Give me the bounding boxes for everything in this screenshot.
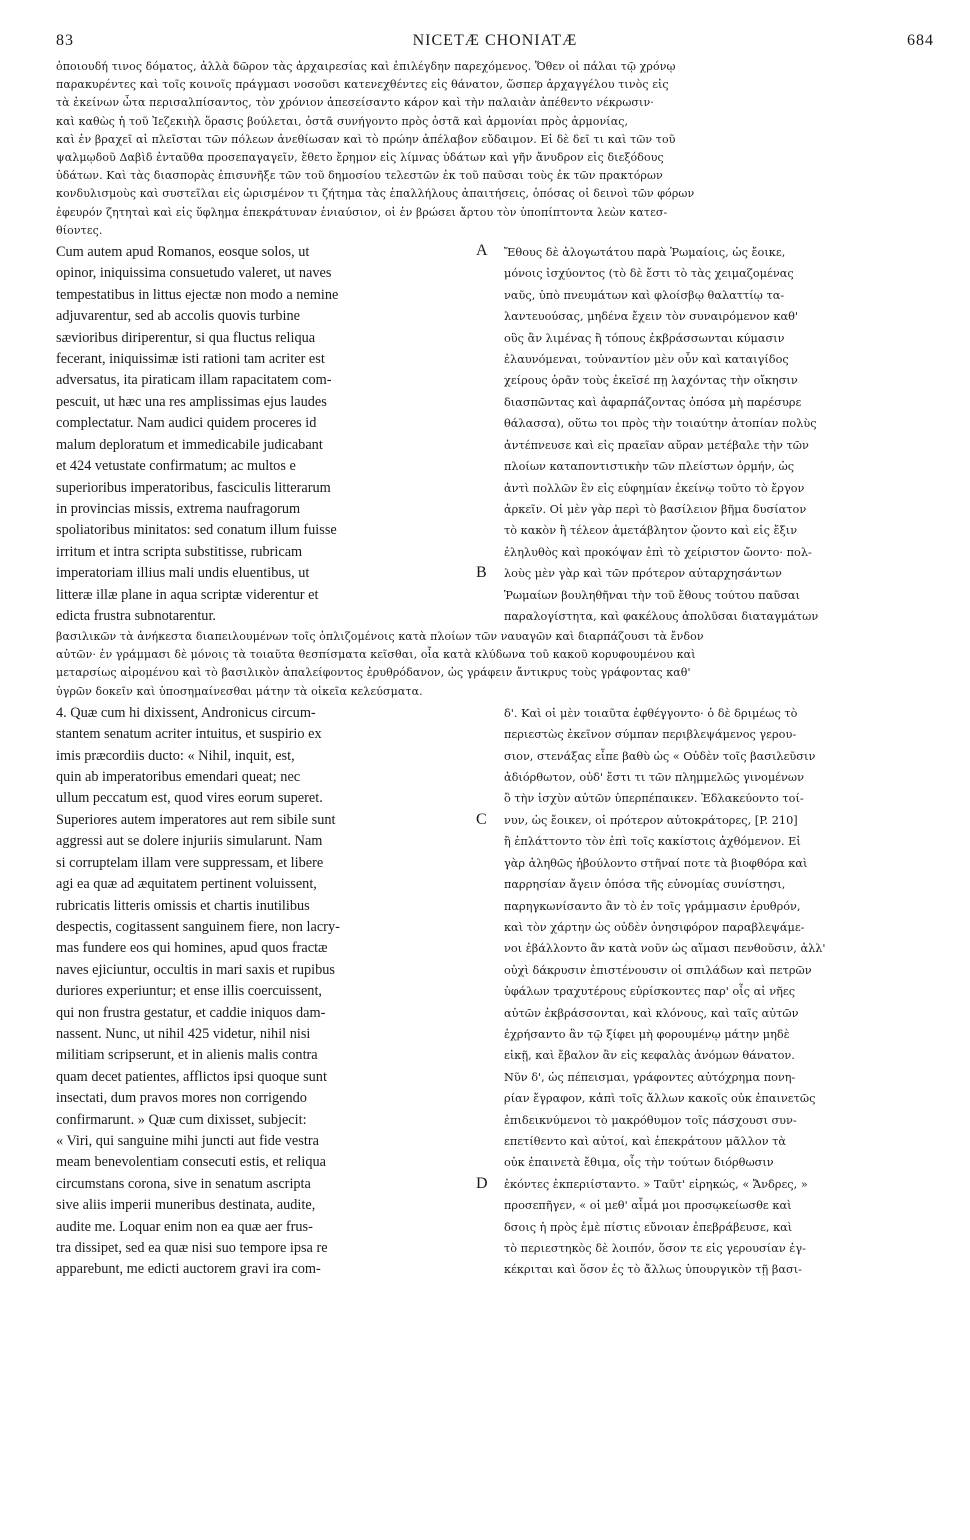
- greek-line: κονδυλισμοὺς καὶ συστεῖλαι εἰς ὡρισμένον τι ζήτημα τὰς ἐπαλλήλους ἀπαιτήσεις, ὁπόσας οἱ δεινοὶ τῶν φόρων: [56, 187, 695, 201]
- greek-line: περιεστὼς ἐκεῖνον σύμπαν περιβλεψάμενος γερου-: [504, 728, 797, 742]
- greek-line: καὶ τὸν χάρτην ὡς οὐδὲν ὀνησιφόρον παραβλεψάμε-: [504, 920, 805, 934]
- latin-column: [56, 703, 466, 1281]
- latin-line: ullum peccatum est, quod vires eorum superet.: [56, 790, 323, 807]
- greek-line: ἐλαυνόμεναι, τοὐναντίον μὲν οὖν καὶ καταιγίδος: [504, 353, 789, 367]
- latin-line: adversatus, ita piraticam illam rapacitatem com-: [56, 372, 332, 389]
- latin-line: confirmarunt. » Quæ cum dixisset, subjecit:: [56, 1111, 307, 1128]
- latin-line: 4. Quæ cum hi dixissent, Andronicus circum-: [56, 704, 316, 721]
- greek-line: θίοντες.: [56, 223, 103, 237]
- latin-line: Cum autem apud Romanos, eosque solos, ut: [56, 244, 310, 261]
- latin-line: pescuit, ut hæc una res amplissimas ejus laudes: [56, 393, 327, 410]
- latin-line: quin ab imperatoribus emendari queat; nec: [56, 769, 301, 786]
- greek-line: θάλασσα), οὕτω τοι πρὸς τὴν τοιαύτην ἀτοπίαν πολὺς: [504, 417, 817, 431]
- latin-line: complectatur. Nam audici quidem proceres id: [56, 415, 317, 432]
- greek-line: ἀρκεῖν. Οἱ μὲν γὰρ περὶ τὸ βασίλειον βῆμα δυσίατον: [504, 502, 807, 516]
- greek-line: λοὺς μὲν γὰρ καὶ τῶν πρότερον αὐταρχησάντων: [504, 567, 782, 581]
- greek-line: διασπῶντας καὶ ἀφαρπάζοντας ὁπόσα μὴ παρέσυρε: [504, 395, 802, 409]
- greek-line: γὰρ ἀληθῶς ἠβούλοντο στῆναί ποτε τὰ βιοφθόρα καὶ: [504, 856, 808, 870]
- greek-line: Ἔθους δὲ ἀλογωτάτου παρὰ Ῥωμαίοις, ὡς ἔοικε,: [504, 246, 786, 260]
- latin-line: sævioribus diriperentur, si qua fluctus reliqua: [56, 329, 316, 346]
- latin-line: quam decet patientes, afflictos ipsi quoque sunt: [56, 1068, 327, 1085]
- greek-line: πλοίων καταποντιστικὴν τῶν πλείστων ὁρμήν, ὡς: [504, 460, 795, 474]
- running-title: NICETÆ CHONIATÆ: [412, 32, 578, 49]
- latin-column: [56, 242, 466, 627]
- greek-column: [504, 703, 934, 1281]
- latin-line: nassent. Nunc, ut nihil 425 videtur, nihil nisi: [56, 1025, 311, 1042]
- latin-line: duriores experiuntur; et ense illis coercuissent,: [56, 983, 323, 1000]
- latin-line: spoliatoribus minitatos: sed conatum illum fuisse: [56, 522, 337, 539]
- margin-marker-b: B: [476, 564, 487, 582]
- latin-line: opinor, iniquissima consuetudo valeret, ut naves: [56, 265, 332, 282]
- greek-line: παρακυρέντες καὶ τοῖς κοινοῖς πράγμασι νοσοῦσι κατενεχθέντες εἰς θάνατον, ὥσπερ ἀρχαγγέλου τινὸς εἰς: [56, 78, 669, 92]
- latin-line: meam benevolentiam consecuti estis, et reliqua: [56, 1154, 326, 1171]
- latin-line: superioribus imperatoribus, fasciculis litterarum: [56, 479, 331, 496]
- greek-line: ἢ ἐπλάττοντο τὸν ἐπὶ τοῖς κακίστοις ἀχθόμενον. Εἰ: [504, 835, 801, 849]
- greek-line: καὶ ἐν βραχεῖ αἱ πλεῖσται τῶν πόλεων ἀνεθίωσαν καὶ τὸ πρώην ἀπέλαβον εὔδαιμον. Εἰ δὲ δεῖ τι καὶ τῶν τοῦ: [56, 132, 676, 146]
- greek-line: ὁποιουδή τινος δόματος, ἀλλὰ δῶρον τὰς ἀρχαιρεσίας καὶ ἐπιλέγδην παρεχόμενος. Ὅθεν οἱ πάλαι τῷ χρόνῳ: [56, 60, 676, 73]
- latin-line: imis præcordiis ducto: « Nihil, inquit, est,: [56, 747, 295, 764]
- greek-line: νοι ἐβάλλοντο ἂν κατὰ νοῦν ὡς αἵμασι πενθοῦσιν, ἀλλ': [504, 942, 826, 956]
- greek-line: οὐκ ἐπαινετὰ ἔθιμα, οἷς τὴν τούτων διόρθωσιν: [504, 1156, 774, 1170]
- greek-line: Νῦν δ', ὡς πέπεισμαι, γράφοντες αὐτόχρημα πονη-: [504, 1070, 796, 1084]
- greek-line: ἀδιόρθωτον, οὐδ' ἔστι τι τῶν πλημμελῶς γινομένων: [504, 771, 804, 785]
- latin-line: et 424 vetustate confirmatum; ac multos e: [56, 458, 296, 475]
- latin-line: « Viri, qui sanguine mihi juncti aut fide vestra: [56, 1132, 319, 1149]
- margin-marker-c: C: [476, 810, 487, 828]
- greek-line: ψαλμῳδοῦ Δαβὶδ ἐνταῦθα προσεπαγαγεῖν, ἔθετο ἔρημον εἰς λίμνας ὑδάτων καὶ γῆν ἄνυδρον εἰς διεξόδους: [56, 151, 664, 165]
- latin-line: in provincias missis, extrema naufragorum: [56, 500, 301, 517]
- greek-line: λαντευούσας, μηδένα ἔχειν τὸν συναιρόμενον καθ': [504, 310, 799, 324]
- latin-line: audite me. Loquar enim non ea quæ aer frus-: [56, 1218, 313, 1235]
- right-page-number: 684: [907, 32, 934, 49]
- latin-line: stantem senatum acriter intuitus, et suspirio ex: [56, 726, 322, 743]
- greek-mid-paragraph: [56, 628, 934, 701]
- latin-line: litteræ illæ plane in aqua scriptæ viderentur et: [56, 586, 319, 603]
- greek-line: προσεπῆγεν, « οἱ μεθ' αἷμά μοι προσῳκείωσθε καὶ: [504, 1199, 792, 1213]
- latin-line: rubricatis litteris omissis et chartis inutilibus: [56, 897, 310, 914]
- latin-line: adjuvarentur, sed ab accolis quovis turbine: [56, 308, 300, 325]
- greek-line: οὓς ἂν λιμένας ἢ τόπους ἐκβράσσωνται κύμασιν: [504, 331, 785, 345]
- left-page-number: 83: [56, 32, 74, 49]
- latin-line: fecerant, iniquissimæ isti rationi tam acriter est: [56, 351, 325, 368]
- latin-line: naves ejiciuntur, occultis in mari saxis et rupibus: [56, 961, 335, 978]
- greek-line: κέκριται καὶ ὅσον ἐς τὸ ἄλλως ὑπουργικὸν τῇ βασι-: [504, 1263, 802, 1277]
- latin-line: irritum et intra scripta substitisse, rubricam: [56, 543, 303, 560]
- latin-line: sive aliis imperii muneribus destinata, audite,: [56, 1197, 316, 1214]
- greek-line: ὃ τὴν ἰσχὺν αὐτῶν ὑπερπέπαικεν. Ἐδλακεύοντο τοί-: [504, 792, 804, 806]
- two-column-section-1: [56, 242, 934, 628]
- greek-column: [504, 242, 934, 627]
- greek-line: νυν, ὡς ἔοικεν, οἱ πρότερον αὐτοκράτορες, [P. 210]: [504, 813, 798, 827]
- greek-line: τὸ περιεστηκὸς δὲ λοιπόν, ὅσον τε εἰς γερουσίαν ἐγ-: [504, 1242, 806, 1255]
- latin-line: mas fundere eos qui homines, apud quos fractæ: [56, 940, 328, 957]
- margin-marker-a: A: [476, 242, 488, 260]
- greek-line: ἐπιδεικνύμενοι τὸ μακρόθυμον τοῖς πάσχουσι συν-: [504, 1113, 797, 1127]
- latin-line: aggressi aut se dolere injuriis simularunt. Nam: [56, 833, 323, 850]
- latin-line: qui non frustra gestatur, et caddie iniquos dam-: [56, 1004, 326, 1021]
- greek-line: ἐφευρόν ζητηταὶ καὶ εἰς ὕφλημα ἐπεκράτυναν ἐνιαύσιον, οἱ ἐν βρώσει ἄρτου τὸν ὑποπίπτοντα λεὼν κατεσ-: [56, 205, 668, 219]
- greek-line: παρηγκωνίσαντο ἂν τὸ ἐν τοῖς γράμμασιν ἐρυθρόν,: [504, 899, 801, 913]
- latin-line: agi ea quæ ad æquitatem pertinent voluissent,: [56, 876, 317, 893]
- latin-line: despectis, cogitassent sanguinem fiere, non lacry-: [56, 918, 340, 935]
- greek-line: εἰκῇ, καὶ ἔβαλον ἂν εἰς κεφαλὰς ἀνόμων θάνατον.: [504, 1049, 795, 1063]
- book-page: [56, 30, 934, 1283]
- greek-line: ἀντέπνευσε καὶ εἰς πραεῖαν αὔραν μετέβαλε τὴν τῶν: [504, 438, 809, 452]
- latin-line: imperatoriam illius mali undis eluentibus, ut: [56, 565, 310, 582]
- latin-line: circumstans corona, sive in senatum ascripta: [56, 1175, 311, 1192]
- greek-line: αὐτῶν ἐκβράσσονται, καὶ κλόνους, καὶ ταῖς αὐτῶν: [504, 1006, 799, 1020]
- greek-line: επετίθεντο καὶ αὐτοί, καὶ ἐπεκράτουν μᾶλλον τὰ: [504, 1134, 787, 1148]
- greek-line: Ῥωμαίων βουληθῆναι τὴν τοῦ ἔθους τούτου παῦσαι: [504, 588, 800, 602]
- latin-line: malum deploratum et immedicabile judicabant: [56, 436, 323, 453]
- greek-line: παρρησίαν ἄγειν ὁπόσα τῆς εὐνομίας συνίστησι,: [504, 878, 786, 892]
- greek-line: μόνοις ἰσχύοντος (τὸ δὲ ἔστι τὸ τὰς χειμαζομένας: [504, 267, 794, 281]
- latin-line: apparebunt, me edicti auctorem gravi ira com-: [56, 1261, 321, 1278]
- greek-line: ἀντὶ πολλῶν ἓν εἰς εὐφημίαν ἐκείνῳ τοῦτο τὸ ἔργον: [504, 481, 805, 495]
- greek-line: χείρους ὁρᾶν τοὺς ἐκεῖσέ πῃ λαχόντας τὴν οἴκησιν: [504, 374, 798, 388]
- greek-line: αὐτῶν· ἐν γράμμασι δὲ μόνοις τὰ τοιαῦτα θεσπίσματα κεῖσθαι, οἷα κατὰ κλύδωνα τοῦ κακοῦ κορυφουμένου καὶ: [56, 648, 696, 662]
- latin-line: Superiores autem imperatores aut rem sibile sunt: [56, 811, 336, 828]
- greek-line: ρίαν ἔγραφον, κἀπὶ τοῖς ἄλλων κακοῖς οὐκ ἐπαινετῶς: [504, 1092, 816, 1106]
- latin-line: militiam scripserunt, et in alienis malis contra: [56, 1047, 318, 1064]
- greek-line: ὑφάλων τραχυτέρους εὑρίσκοντες παρ' οἷς αἱ νῆες: [504, 985, 796, 999]
- greek-top-paragraph: [56, 58, 934, 240]
- greek-line: παραλογίστητα, καὶ φακέλους ἀπολῦσαι διαταγμάτων: [504, 609, 819, 623]
- greek-line: τὰ ἐκείνων ὦτα περισαλπίσαντος, τὸν χρόνιον ἀπεσείσαντο κάρον καὶ τὴν παλαιὰν ἀπέθεντο νέκρωσιν·: [56, 96, 654, 110]
- greek-line: οὐχὶ δάκρυσιν ἐπιστένουσιν οἱ σπιλάδων καὶ πετρῶν: [504, 963, 812, 977]
- latin-line: si corruptelam illam vere suppressam, et libere: [56, 854, 324, 871]
- greek-line: δ'. Καὶ οἱ μὲν τοιαῦτα ἐφθέγγοντο· ὁ δὲ δριμέως τὸ: [504, 706, 798, 720]
- running-header: [56, 30, 934, 56]
- greek-line: ὑγρῶν δοκεῖν καὶ ὑποσημαίνεσθαι μάτην τὰ οἰκεῖα κελεύσματα.: [56, 684, 423, 698]
- greek-line: ναῦς, ὑπὸ πνευμάτων καὶ φλοίσβῳ θαλαττίῳ τα-: [504, 288, 785, 302]
- greek-line: τὸ κακὸν ἢ τέλεον ἀμετάβλητον ᾤοντο καὶ εἰς ἔξιν: [504, 524, 798, 538]
- greek-line: δσοις ἡ πρὸς ἐμὲ πίστις εὔνοιαν ἐπεβράβευσε, καὶ: [504, 1220, 793, 1234]
- greek-line: καὶ καθὼς ἡ τοῦ Ἰεζεκιὴλ ὅρασις βούλεται, ὀστᾶ συνήγοντο πρὸς ὀστᾶ καὶ ἁρμονίαι πρὸς ἁρμονίας,: [56, 114, 629, 128]
- greek-line: μεταρσίως αἰρομένου καὶ τὸ βασιλικὸν ἀπαλείφοντος ἐρυθρόδανον, ὡς γράφειν ἄντικρυς τοὺς γράφοντας καθ': [56, 666, 691, 680]
- margin-marker-d: D: [476, 1174, 488, 1192]
- latin-line: tra dissipet, sed ea quæ nisi suo tempore ipsa re: [56, 1240, 328, 1256]
- greek-line: ἑκόντες ἐκπεριίσταντο. » Ταῦτ' εἰρηκώς, « Ἄνδρες, »: [504, 1177, 808, 1191]
- greek-line: ἐληλυθὸς καὶ προκόψαν ἐπὶ τὸ χείριστον ὤοντο· πολ-: [504, 545, 812, 559]
- latin-line: edicta frustra subnotarentur.: [56, 607, 216, 624]
- greek-line: σιον, στενάξας εἶπε βαθὺ ὡς « Οὐδὲν τοῖς βασιλεῦσιν: [504, 749, 816, 763]
- greek-line: ὑδάτων. Καὶ τὰς διασπορὰς ἐπισυνῆξε τῶν τοῦ δημοσίου τελεστῶν ἐκ τοῦ παῦσαι τοὺς ἐκ τῶν πρακτόρων: [56, 169, 663, 183]
- greek-line: βασιλικῶν τὰ ἀνήκεστα διαπειλουμένων τοῖς ὁπλιζομένοις κατὰ πλοίων τῶν ναυαγῶν καὶ διαρπάζουσι τὰ ἔνδον: [56, 630, 704, 644]
- latin-line: insectati, dum pravos mores non corrigendo: [56, 1090, 307, 1107]
- latin-line: tempestatibus in littus ejectæ non modo a nemine: [56, 286, 339, 303]
- greek-line: ἐχρήσαντο ἂν τῷ ξίφει μὴ φορουμένῳ μάτην μηδὲ: [504, 1027, 790, 1041]
- two-column-section-2: [56, 703, 934, 1283]
